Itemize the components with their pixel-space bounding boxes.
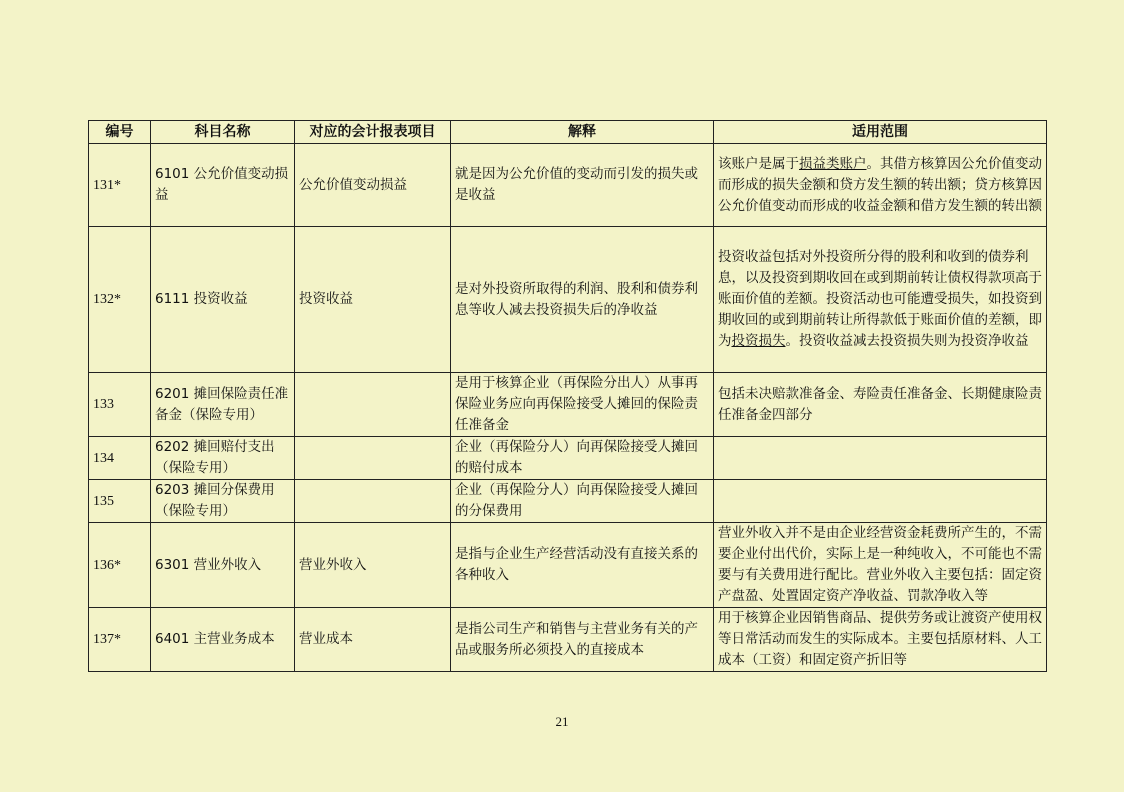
accounts-table — [88, 120, 1047, 672]
table-row — [89, 227, 1047, 373]
term-link[interactable]: 投资损失 — [731, 333, 786, 349]
explanation: 是用于核算企业（再保险分出人）从事再保险业务应向再保险接受人摊回的保险责任准备金 — [451, 373, 714, 437]
report-item — [295, 480, 451, 523]
table-row — [89, 437, 1047, 480]
table-row — [89, 523, 1047, 608]
account-name: 6301 营业外收入 — [151, 523, 295, 608]
term-link[interactable]: 损益类账户 — [799, 155, 867, 172]
report-item: 营业外收入 — [295, 523, 451, 608]
table-header-row — [89, 121, 1047, 144]
account-name: 6201 摊回保险责任准备金（保险专用） — [151, 373, 295, 437]
row-number: 134 — [89, 437, 151, 480]
table-row — [89, 608, 1047, 672]
row-number: 133 — [89, 373, 151, 437]
explanation: 就是因为公允价值的变动而引发的损失或是收益 — [451, 144, 714, 227]
report-item: 营业成本 — [295, 608, 451, 672]
report-item: 投资收益 — [295, 227, 451, 373]
page-number: 21 — [555, 714, 569, 729]
scope-text: 该账户是属于 — [718, 155, 799, 172]
account-name: 6401 主营业务成本 — [151, 608, 295, 672]
header-no: 编号 — [89, 121, 151, 144]
explanation: 企业（再保险分人）向再保险接受人摊回的赔付成本 — [451, 437, 714, 480]
report-item: 公允价值变动损益 — [295, 144, 451, 227]
scope — [714, 227, 1047, 373]
table-row — [89, 144, 1047, 227]
account-name: 6101 公允价值变动损益 — [151, 144, 295, 227]
row-number: 137* — [89, 608, 151, 672]
scope — [714, 608, 1047, 672]
explanation: 是指公司生产和销售与主营业务有关的产品或服务所必须投入的直接成本 — [451, 608, 714, 672]
scope-text: 。其借方核算因公允价值变动而形成的损失金额和贷方发生额的转出额；贷方核算因公允价值变动而形成的收益金额和借方发生额的转出额 — [718, 155, 1042, 214]
scope — [714, 480, 1047, 523]
scope-text: 。投资收益减去投资损失则为投资净收益 — [785, 333, 1029, 349]
header-explanation: 解释 — [451, 121, 714, 144]
scope — [714, 437, 1047, 480]
account-name: 6203 摊回分保费用（保险专用） — [151, 480, 295, 523]
scope-text: 营业外收入并不是由企业经营资金耗费所产生的，不需要企业付出代价，实际上是一种纯收入，不可能也不需要与有关费用进行配比。营业外收入主要包括：固定资产盘盈、处置固定资产净收益、罚款净收入等 — [718, 525, 1042, 604]
scope — [714, 144, 1047, 227]
explanation: 是指与企业生产经营活动没有直接关系的各种收入 — [451, 523, 714, 608]
table-row — [89, 480, 1047, 523]
header-report-item: 对应的会计报表项目 — [295, 121, 451, 144]
table-row — [89, 373, 1047, 437]
report-item — [295, 437, 451, 480]
scope-text: 投资收益包括对外投资所分得的股利和收到的债券利息，以及投资到期收回在或到期前转让债权得款项高于账面价值的差额。投资活动也可能遭受损失，如投资到期收回的或到期前转让所得款低于账面价值的差额，即为 — [718, 249, 1042, 349]
account-name: 6202 摊回赔付支出（保险专用） — [151, 437, 295, 480]
scope — [714, 523, 1047, 608]
report-item — [295, 373, 451, 437]
scope-text: 包括未决赔款准备金、寿险责任准备金、长期健康险责任准备金四部分 — [718, 385, 1042, 423]
scope — [714, 373, 1047, 437]
row-number: 135 — [89, 480, 151, 523]
explanation: 企业（再保险分人）向再保险接受人摊回的分保费用 — [451, 480, 714, 523]
header-account-name: 科目名称 — [151, 121, 295, 144]
scope-text: 用于核算企业因销售商品、提供劳务或让渡资产使用权等日常活动而发生的实际成本。主要包括原材料、人工成本（工资）和固定资产折旧等 — [718, 610, 1042, 668]
header-scope: 适用范围 — [714, 121, 1047, 144]
row-number: 131* — [89, 144, 151, 227]
account-name: 6111 投资收益 — [151, 227, 295, 373]
row-number: 132* — [89, 227, 151, 373]
explanation: 是对外投资所取得的利润、股利和债券利息等收人减去投资损失后的净收益 — [451, 227, 714, 373]
row-number: 136* — [89, 523, 151, 608]
